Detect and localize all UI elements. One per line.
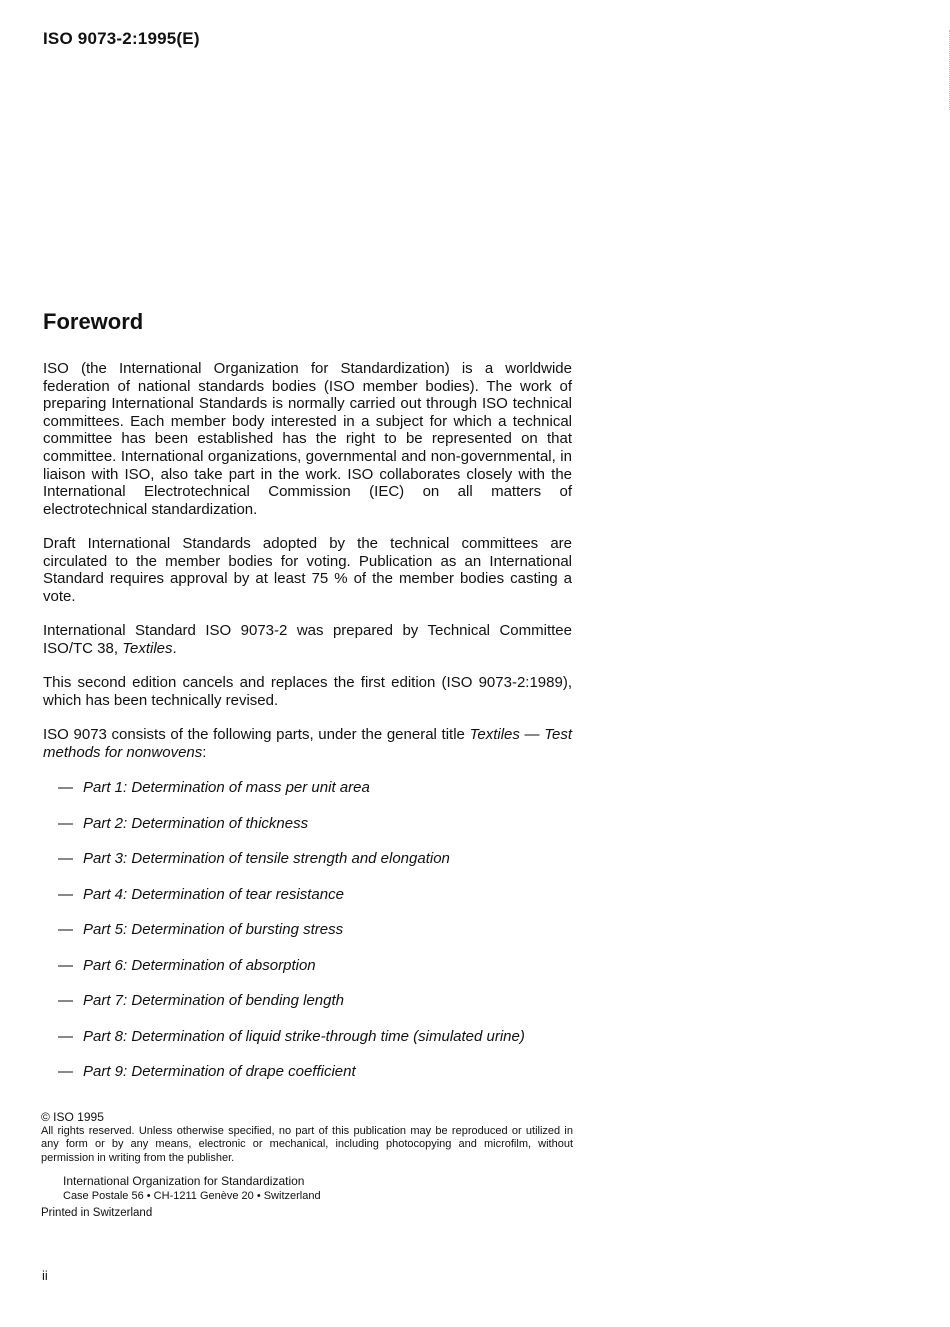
committee-text: International Standard ISO 9073-2 was prepared by Technical Committee ISO/TC 38,	[43, 622, 572, 657]
foreword-paragraph-iso: ISO (the International Organization for Standardization) is a worldwide federation of national standards bodies (ISO member bodies). The work of preparing International Standards is normally carried out through ISO technical committees. Each member body interested in a subject for which a technical committee has been established has the right to be represented on that committee. International organizations, governmental and non-governmental, in liaison with ISO, also take part in the work. ISO collaborates closely with the International Electrotechnical Commission (IEC) on all matters of electrotechnical standardization.	[43, 360, 572, 518]
dash-bullet: —	[58, 921, 73, 938]
part-title: Determination of bending length	[131, 992, 345, 1009]
general-title: Textiles — Test methods for nonwovens	[43, 726, 572, 761]
list-item	[58, 815, 525, 851]
parts-intro-text: ISO 9073 consists of the following parts, under the general title	[43, 726, 465, 743]
foreword-paragraph-drafts: Draft International Standards adopted by the technical committees are circulated to the member bodies for voting. Publication as an International Standard requires approval by at least 75 % of the member bodies casting a vote.	[43, 535, 572, 605]
list-item	[58, 779, 525, 815]
publisher-name: International Organization for Standardization	[63, 1174, 305, 1188]
dash-bullet: —	[58, 1063, 73, 1080]
part-title: Determination of absorption	[131, 956, 316, 974]
foreword-paragraph-committee	[43, 622, 572, 657]
dash-bullet: —	[58, 956, 73, 974]
part-label: Part 1:	[83, 779, 128, 796]
part-label: Part 5:	[83, 921, 128, 938]
dash-bullet: —	[58, 779, 73, 796]
foreword-paragraph-edition: This second edition cancels and replaces the first edition (ISO 9073-2:1989), which has been technically revised.	[43, 674, 572, 709]
list-item	[58, 1063, 525, 1099]
dash-bullet: —	[58, 814, 73, 832]
dash-bullet: —	[58, 850, 73, 867]
parts-list	[58, 779, 525, 1099]
part-label: Part 2:	[83, 814, 128, 832]
part-title: Determination of thickness	[131, 814, 309, 832]
part-label: Part 3:	[83, 850, 128, 867]
list-item	[58, 957, 525, 993]
committee-name: Textiles	[122, 639, 173, 657]
list-item	[58, 1028, 525, 1064]
list-item	[58, 921, 525, 957]
parts-intro-suffix: :	[202, 743, 207, 761]
dash-bullet: —	[58, 1027, 73, 1045]
copyright-line: © ISO 1995	[41, 1110, 104, 1124]
list-item	[58, 886, 525, 922]
dash-bullet: —	[58, 992, 73, 1009]
committee-suffix: .	[172, 639, 177, 657]
list-item	[58, 850, 525, 886]
part-title: Determination of mass per unit area	[131, 779, 370, 796]
copyright-block	[41, 1111, 573, 1165]
part-label: Part 9:	[83, 1063, 128, 1080]
page-number: ii	[42, 1268, 48, 1283]
publisher-postal-address: Case Postale 56 • CH-1211 Genève 20 • Switzerland	[63, 1190, 321, 1202]
publisher-address	[63, 1174, 321, 1204]
part-label: Part 4:	[83, 885, 128, 903]
dash-bullet: —	[58, 885, 73, 903]
scan-edge-marks	[945, 30, 950, 110]
part-title: Determination of drape coefficient	[131, 1063, 356, 1080]
rights-notice: All rights reserved. Unless otherwise specified, no part of this publication may be reproduced or utilized in any form or by any means, electronic or mechanical, including photocopying and microfilm, without permission in writing from the publisher.	[41, 1124, 573, 1164]
part-title: Determination of bursting stress	[131, 921, 344, 938]
list-item	[58, 992, 525, 1028]
printed-in: Printed in Switzerland	[41, 1207, 153, 1219]
foreword-paragraph-parts-intro	[43, 726, 572, 761]
part-title: Determination of tear resistance	[131, 885, 344, 903]
part-label: Part 7:	[83, 992, 128, 1009]
foreword-heading: Foreword	[43, 309, 144, 334]
part-label: Part 8:	[83, 1027, 128, 1045]
part-title: Determination of tensile strength and elongation	[131, 850, 450, 867]
document-id: ISO 9073-2:1995(E)	[43, 29, 200, 48]
part-title: Determination of liquid strike-through time (simulated urine)	[131, 1027, 525, 1045]
part-label: Part 6:	[83, 956, 128, 974]
